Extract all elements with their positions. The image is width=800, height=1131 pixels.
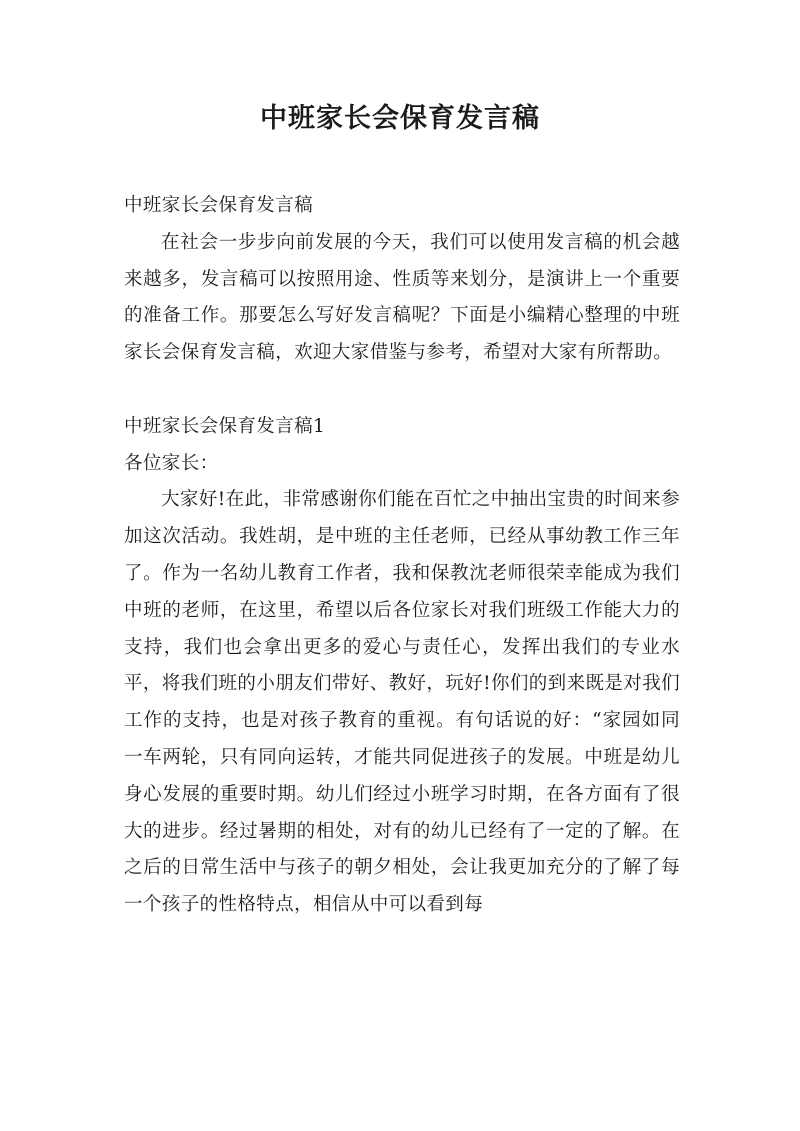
intro-paragraph: 在社会一步步向前发展的今天，我们可以使用发言稿的机会越来越多，发言稿可以按照用途、性质等来划分，是演讲上一个重要的准备工作。那要怎么写好发言稿呢？下面是小编精心整理的中班家长会保育发言稿，欢迎大家借鉴与参考，希望对大家有所帮助。 [124,231,680,364]
speech-paragraph: 大家好!在此，非常感谢你们能在百忙之中抽出宝贵的时间来参加这次活动。我姓胡，是中班的主任老师，已经从事幼教工作三年了。作为一名幼儿教育工作者，我和保教沈老师很荣幸能成为我们中班的老师，在这里，希望以后各位家长对我们班级工作能大力的支持，我们也会拿出更多的爱心与责任心，发挥出我们的专业水平，将我们班的小朋友们带好、教好，玩好!你们的到来既是对我们工作的支持，也是对孩子教育的重视。有句话说的好：“家园如同一车两轮，只有同向运转，才能共同促进孩子的发展。中班是幼儿身心发展的重要时期。幼儿们经过小班学习时期，在各方面有了很大的进步。经过暑期的相处，对有的幼儿已经有了一定的了解。在之后的日常生活中与孩子的朝夕相处，会让我更加充分的了解了每一个孩子的性格特点，相信从中可以看到每 [124,489,680,916]
document-body [124,188,680,924]
paragraph-spacer [124,372,680,409]
greeting-line: 各位家长： [124,452,219,474]
document-subtitle: 中班家长会保育发言稿 [124,195,314,216]
section-heading: 中班家长会保育发言稿1 [124,415,326,437]
document-title: 中班家长会保育发言稿 [260,103,540,134]
